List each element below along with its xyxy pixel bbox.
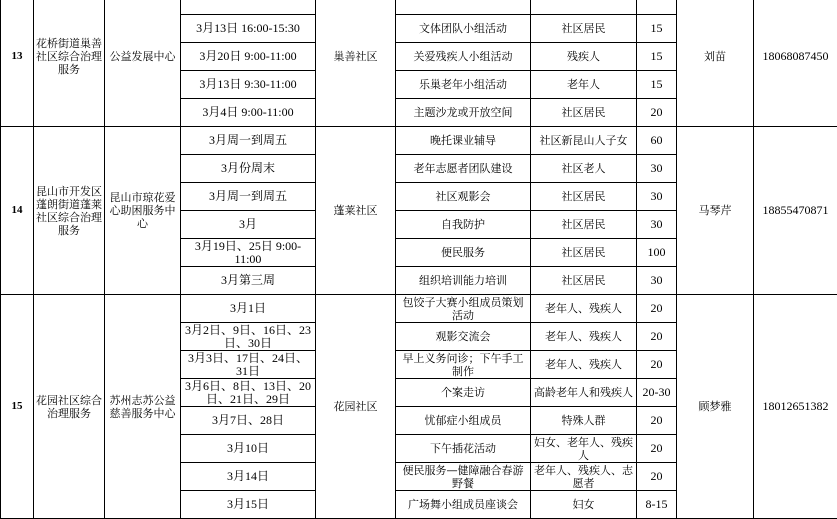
target-group: 妇女 <box>531 491 637 519</box>
activity-name: 观影交流会 <box>396 323 531 351</box>
target-group: 社区居民 <box>531 99 637 127</box>
activity-time: 3月4日 9:00-11:00 <box>181 99 316 127</box>
contact-phone: 18855470871 <box>754 127 837 295</box>
participant-count: 20 <box>637 463 677 491</box>
activity-time: 3月第三周 <box>181 267 316 295</box>
participant-count: 20 <box>637 407 677 435</box>
participant-count: 20 <box>637 295 677 323</box>
row-number: 13 <box>1 0 34 127</box>
activity-time: 3月2日、9日、16日、23日、30日 <box>181 323 316 351</box>
activity-time: 3月6日、8日、13日、20日、21日、29日 <box>181 379 316 407</box>
activity-time: 3月 <box>181 211 316 239</box>
participant-count: 30 <box>637 211 677 239</box>
service-org: 苏州志苏公益慈善服务中心 <box>105 295 181 519</box>
activity-name: 下午插花活动 <box>396 435 531 463</box>
activity-time: 3月1日 <box>181 295 316 323</box>
target-group: 老年人、残疾人 <box>531 323 637 351</box>
activity-name: 便民服务 <box>396 239 531 267</box>
contact-phone: 18012651382 <box>754 295 837 519</box>
contact-person: 马琴芹 <box>677 127 754 295</box>
target-group: 特殊人群 <box>531 407 637 435</box>
participant-count: 20 <box>637 323 677 351</box>
activity-time: 3月周一到周五 <box>181 183 316 211</box>
table-row <box>1 127 837 155</box>
participant-count: 15 <box>637 71 677 99</box>
activity-time: 3月7日、28日 <box>181 407 316 435</box>
activity-name: 主题沙龙或开放空间 <box>396 99 531 127</box>
activity-name: 文体团队小组活动 <box>396 15 531 43</box>
activity-name: 晚托课业辅导 <box>396 127 531 155</box>
contact-person: 刘苗 <box>677 0 754 127</box>
target-group <box>531 0 637 15</box>
activity-time: 3月20日 9:00-11:00 <box>181 43 316 71</box>
table-row <box>1 0 837 15</box>
activity-name: 广场舞小组成员座谈会 <box>396 491 531 519</box>
project-name: 花园社区综合治理服务 <box>34 295 105 519</box>
participant-count: 15 <box>637 15 677 43</box>
service-org: 公益发展中心 <box>105 0 181 127</box>
activity-time <box>181 0 316 15</box>
target-group: 残疾人 <box>531 43 637 71</box>
activity-name: 乐巢老年小组活动 <box>396 71 531 99</box>
activity-time: 3月14日 <box>181 463 316 491</box>
activity-time: 3月13日 16:00-15:30 <box>181 15 316 43</box>
participant-count: 15 <box>637 43 677 71</box>
activity-time: 3月3日、17日、24日、31日 <box>181 351 316 379</box>
target-group: 老年人、残疾人、志愿者 <box>531 463 637 491</box>
participant-count: 30 <box>637 155 677 183</box>
activity-time: 3月15日 <box>181 491 316 519</box>
participant-count: 8-15 <box>637 491 677 519</box>
activity-time: 3月周一到周五 <box>181 127 316 155</box>
row-number: 15 <box>1 295 34 519</box>
participant-count: 30 <box>637 183 677 211</box>
participant-count: 60 <box>637 127 677 155</box>
community-name: 巢善社区 <box>316 0 396 127</box>
community-name: 蓬莱社区 <box>316 127 396 295</box>
project-name: 花桥街道巢善社区综合治理服务 <box>34 0 105 127</box>
participant-count <box>637 0 677 15</box>
participant-count: 30 <box>637 267 677 295</box>
activity-name: 早上义务问诊；下午手工制作 <box>396 351 531 379</box>
participant-count: 20 <box>637 351 677 379</box>
activity-name: 社区观影会 <box>396 183 531 211</box>
activity-name: 包饺子大赛小组成员策划活动 <box>396 295 531 323</box>
activity-name <box>396 0 531 15</box>
activity-name: 便民服务—健障融合春游野餐 <box>396 463 531 491</box>
activity-name: 老年志愿者团队建设 <box>396 155 531 183</box>
activity-time: 3月19日、25日 9:00-11:00 <box>181 239 316 267</box>
community-name: 花园社区 <box>316 295 396 519</box>
participant-count: 20 <box>637 435 677 463</box>
target-group: 妇女、老年人、残疾人 <box>531 435 637 463</box>
target-group: 社区居民 <box>531 211 637 239</box>
contact-phone: 18068087450 <box>754 0 837 127</box>
activity-time: 3月份周末 <box>181 155 316 183</box>
service-org: 昆山市琼花爱心助困服务中心 <box>105 127 181 295</box>
activity-time: 3月13日 9:30-11:00 <box>181 71 316 99</box>
participant-count: 100 <box>637 239 677 267</box>
activity-name: 自我防护 <box>396 211 531 239</box>
activity-name: 忧郁症小组成员 <box>396 407 531 435</box>
activity-name: 个案走访 <box>396 379 531 407</box>
target-group: 社区老人 <box>531 155 637 183</box>
target-group: 社区居民 <box>531 267 637 295</box>
project-name: 昆山市开发区蓬朗街道蓬莱社区综合治理服务 <box>34 127 105 295</box>
target-group: 老年人、残疾人 <box>531 351 637 379</box>
target-group: 高龄老年人和残疾人 <box>531 379 637 407</box>
activity-time: 3月10日 <box>181 435 316 463</box>
target-group: 老年人 <box>531 71 637 99</box>
participant-count: 20 <box>637 99 677 127</box>
target-group: 社区居民 <box>531 239 637 267</box>
activity-name: 组织培训能力培训 <box>396 267 531 295</box>
target-group: 社区新昆山人子女 <box>531 127 637 155</box>
target-group: 社区居民 <box>531 183 637 211</box>
table-row <box>1 295 837 323</box>
participant-count: 20-30 <box>637 379 677 407</box>
row-number: 14 <box>1 127 34 295</box>
target-group: 社区居民 <box>531 15 637 43</box>
contact-person: 顾梦雅 <box>677 295 754 519</box>
activity-name: 关爱残疾人小组活动 <box>396 43 531 71</box>
target-group: 老年人、残疾人 <box>531 295 637 323</box>
